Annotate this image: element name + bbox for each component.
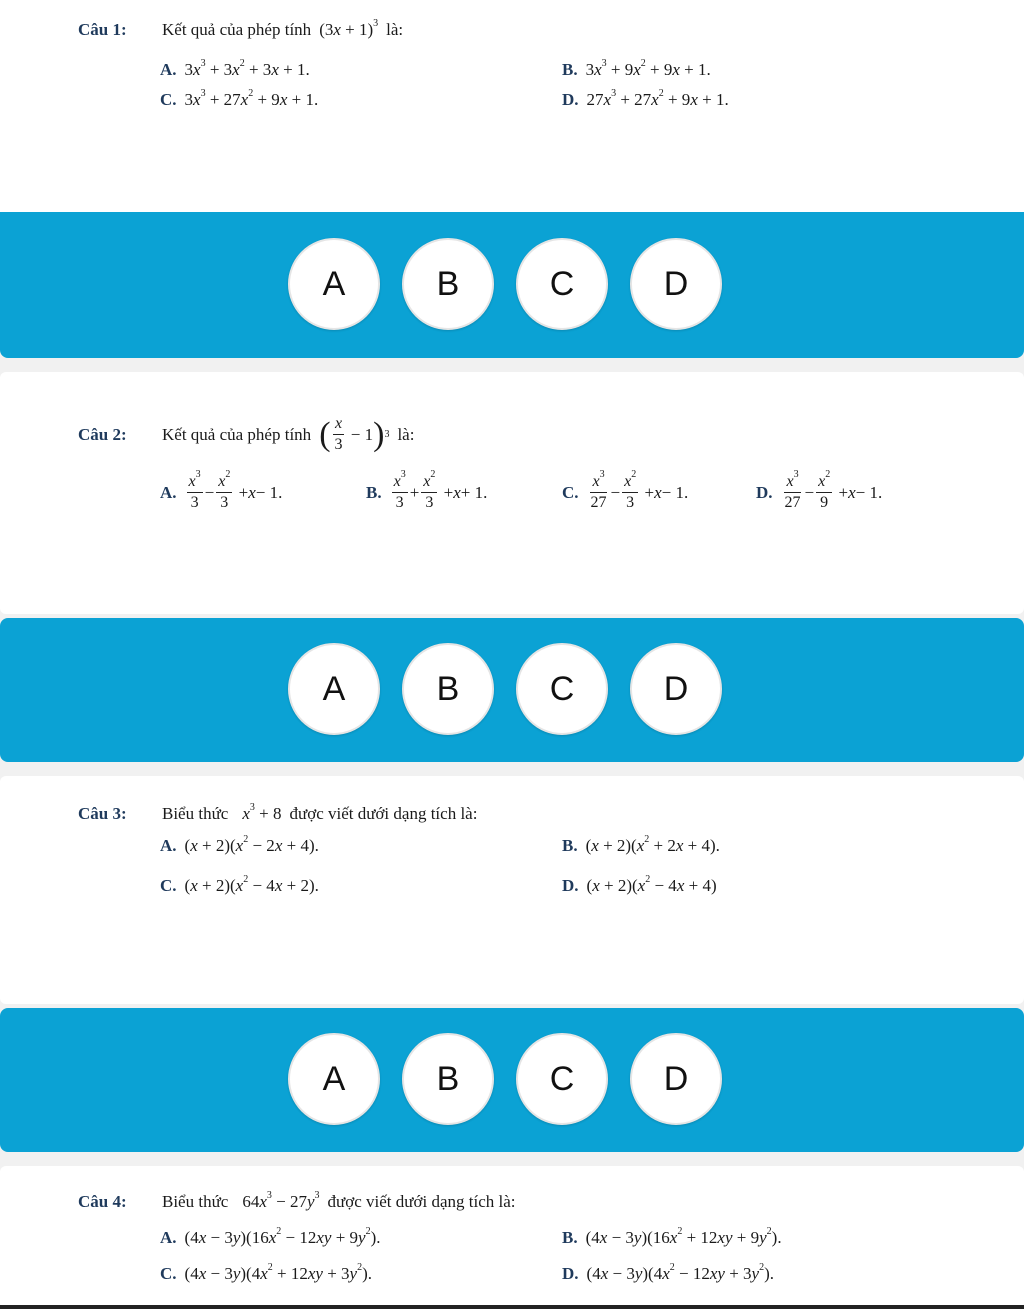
option-expression: $(4x - 3y)(4x^2 + 12xy + 3y^2)$.	[184, 1262, 373, 1283]
option-expression: $3x^3 + 3x^2 + 3x + 1$.	[184, 58, 310, 79]
option-a[interactable]	[160, 60, 310, 80]
question-expression: $64x^3 - 27y^3$	[242, 1190, 320, 1211]
option-c[interactable]	[160, 1264, 372, 1284]
question-label: Câu 4:	[78, 1192, 127, 1211]
question-expression: $(3x + 1)^3$	[319, 18, 379, 39]
answer-button-b[interactable]: B	[402, 1033, 494, 1125]
answer-button-c[interactable]: C	[516, 238, 608, 330]
answer-button-d[interactable]: D	[630, 238, 722, 330]
option-expression: $3x^3 + 9x^2 + 9x + 1$.	[585, 58, 711, 79]
question-suffix: được viết dưới dạng tích là:	[327, 1192, 516, 1211]
question-card-1	[0, 0, 1024, 212]
question-text: Kết quả của phép tính	[162, 424, 312, 444]
option-a[interactable]	[160, 469, 283, 513]
option-letter: B.	[562, 60, 578, 79]
option-letter: C.	[160, 90, 177, 109]
option-d[interactable]	[562, 1264, 774, 1284]
option-b[interactable]	[562, 60, 711, 80]
question-header	[78, 20, 403, 40]
option-expression: $(4x - 3y)(16x^2 + 12xy + 9y^2)$.	[585, 1226, 782, 1247]
question-suffix: là:	[386, 20, 404, 39]
option-letter: D.	[562, 90, 579, 109]
answer-bar-1	[0, 212, 1024, 358]
option-letter: C.	[562, 482, 579, 502]
question-header	[78, 414, 414, 455]
option-expression: $\frac{x^3}{27}$ − $\frac{x^2}{9}$ + x − 1.	[784, 469, 883, 511]
question-suffix: là:	[397, 424, 415, 444]
option-expression: $\frac{x^3}{27}$ − $\frac{x^2}{3}$ + x − 1.	[590, 469, 689, 511]
question-expression: ( $\frac{x}{3}$ − 1 ) 3	[319, 415, 390, 453]
option-c[interactable]	[562, 469, 689, 513]
answer-button-c[interactable]: C	[516, 1033, 608, 1125]
option-expression: $\frac{x^3}{3}$ − $\frac{x^2}{3}$ + x − 1.	[188, 469, 283, 511]
option-expression: $(x + 2)(x^2 - 4x + 2)$.	[184, 874, 319, 895]
option-letter: C.	[160, 1264, 177, 1283]
answer-button-d[interactable]: D	[630, 1033, 722, 1125]
answer-button-b[interactable]: B	[402, 643, 494, 735]
option-letter: A.	[160, 836, 177, 855]
answer-button-a[interactable]: A	[288, 643, 380, 735]
answer-button-a[interactable]: A	[288, 238, 380, 330]
option-c[interactable]	[160, 876, 319, 896]
answer-button-b[interactable]: B	[402, 238, 494, 330]
question-text: Biểu thức	[162, 804, 229, 823]
option-expression: $(4x - 3y)(16x^2 - 12xy + 9y^2)$.	[184, 1226, 381, 1247]
option-expression: $\frac{x^3}{3}$ + $\frac{x^2}{3}$ + x + 1.	[393, 469, 488, 511]
question-card-2	[0, 372, 1024, 614]
option-d[interactable]	[562, 90, 729, 110]
option-letter: A.	[160, 60, 177, 79]
option-expression: $(x + 2)(x^2 - 4x + 4)$	[586, 874, 717, 895]
option-letter: D.	[562, 1264, 579, 1283]
option-letter: B.	[562, 836, 578, 855]
answer-button-d[interactable]: D	[630, 643, 722, 735]
question-text: Kết quả của phép tính	[162, 20, 312, 39]
question-text: Biểu thức	[162, 1192, 229, 1211]
answer-bar-3	[0, 1008, 1024, 1152]
question-label: Câu 1:	[78, 20, 127, 39]
option-letter: C.	[160, 876, 177, 895]
option-letter: D.	[756, 482, 773, 502]
option-expression: $3x^3 + 27x^2 + 9x + 1$.	[184, 88, 319, 109]
option-a[interactable]	[160, 1228, 381, 1248]
question-label: Câu 2:	[78, 424, 127, 444]
bottom-divider	[0, 1305, 1024, 1309]
question-suffix: được viết dưới dạng tích là:	[289, 804, 478, 823]
option-expression: $(4x - 3y)(4x^2 - 12xy + 3y^2)$.	[586, 1262, 775, 1283]
option-c[interactable]	[160, 90, 318, 110]
option-letter: B.	[366, 482, 382, 502]
option-expression: $(x + 2)(x^2 + 2x + 4)$.	[585, 834, 720, 855]
question-card-4	[0, 1166, 1024, 1309]
option-letter: D.	[562, 876, 579, 895]
question-card-3	[0, 776, 1024, 1004]
question-header	[78, 1192, 515, 1212]
option-d[interactable]	[562, 876, 717, 896]
option-d[interactable]	[756, 469, 883, 513]
option-b[interactable]	[366, 469, 488, 513]
question-label: Câu 3:	[78, 804, 127, 823]
answer-button-c[interactable]: C	[516, 643, 608, 735]
answer-bar-2	[0, 618, 1024, 762]
option-letter: A.	[160, 482, 177, 502]
option-a[interactable]	[160, 836, 319, 856]
question-header	[78, 804, 477, 824]
option-letter: B.	[562, 1228, 578, 1247]
option-b[interactable]	[562, 1228, 782, 1248]
answer-button-a[interactable]: A	[288, 1033, 380, 1125]
option-expression: $(x + 2)(x^2 - 2x + 4)$.	[184, 834, 319, 855]
option-letter: A.	[160, 1228, 177, 1247]
option-expression: $27x^3 + 27x^2 + 9x + 1$.	[586, 88, 729, 109]
option-b[interactable]	[562, 836, 720, 856]
question-expression: $x^3 + 8$	[242, 802, 282, 823]
